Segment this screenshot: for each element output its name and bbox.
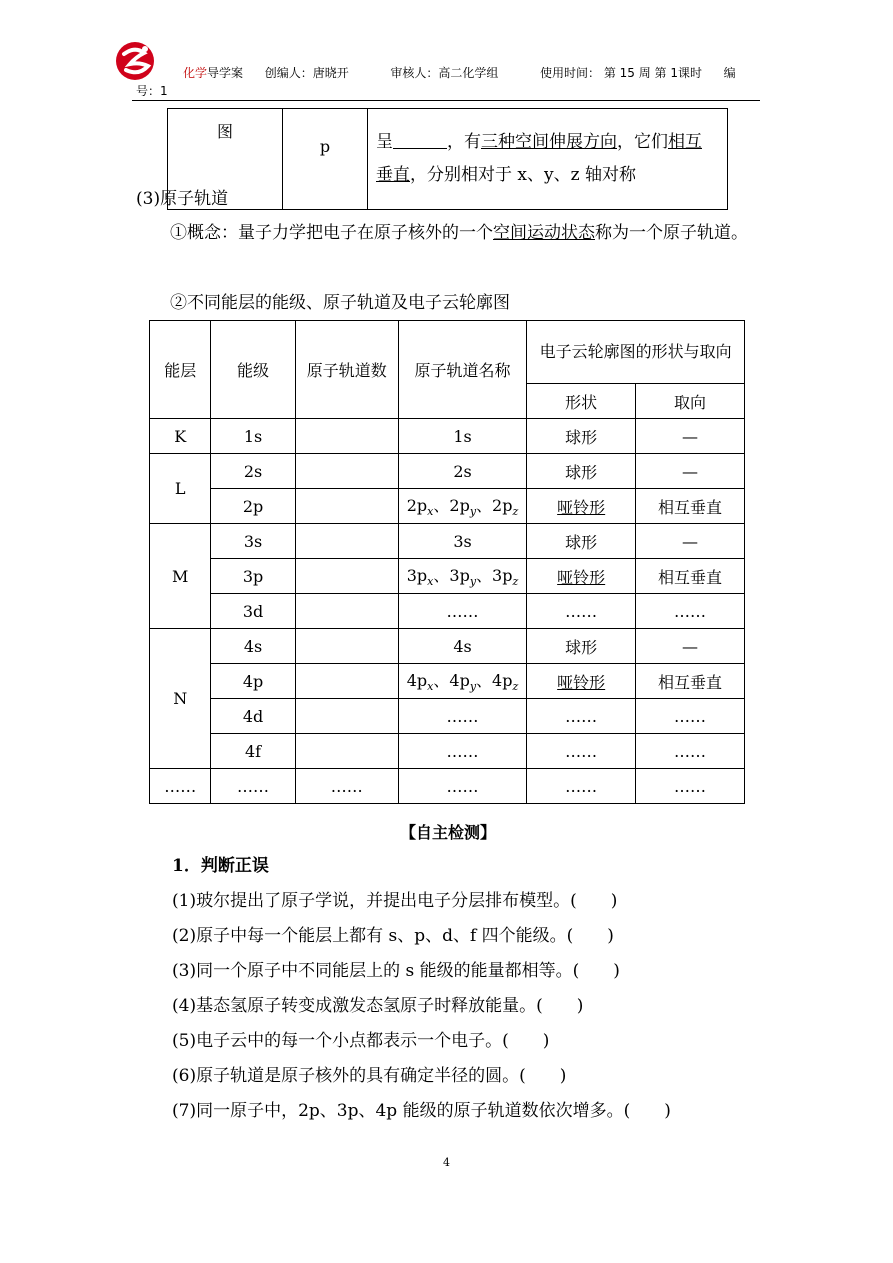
header-name: 原子轨道名称: [398, 321, 526, 419]
table-row: [150, 629, 745, 664]
count-cell: ……: [295, 769, 398, 804]
orient-cell: 相互垂直: [636, 664, 745, 699]
level-cell: 2p: [211, 489, 295, 524]
shape-cell: ……: [527, 699, 636, 734]
name-cell: $3p_x$、$3p_y$、$3p_z$: [398, 559, 526, 594]
name-cell: ……: [398, 769, 526, 804]
concept-text: ①概念：量子力学把电子在原子核外的一个: [170, 223, 493, 243]
table-row: [150, 594, 745, 629]
list-item: (3)同一个原子中不同能层上的 s 能级的能量都相等。( ): [172, 961, 620, 981]
header-doc-type: 导学案: [207, 66, 244, 80]
table-row: [150, 559, 745, 594]
orient-cell: 相互垂直: [636, 489, 745, 524]
level-cell: ……: [211, 769, 295, 804]
level-cell: 3d: [211, 594, 295, 629]
header-layer: 能层: [150, 321, 211, 419]
name-cell: 2s: [398, 454, 526, 489]
count-cell: [295, 559, 398, 594]
table-row: [150, 699, 745, 734]
count-cell: [295, 454, 398, 489]
header-shape: 形状: [527, 384, 636, 419]
table-row: [150, 524, 745, 559]
level-cell: 4d: [211, 699, 295, 734]
shape-cell: ……: [527, 734, 636, 769]
table-row: [150, 769, 745, 804]
shape-cell: 球形: [527, 524, 636, 559]
header-time: 使用时间： 第 15 周 第 1课时: [540, 66, 703, 80]
table-row: [150, 664, 745, 699]
name-cell: ……: [398, 699, 526, 734]
page-header: [183, 64, 758, 81]
name-cell: ……: [398, 594, 526, 629]
level-cell: 4f: [211, 734, 295, 769]
name-cell: $2p_x$、$2p_y$、$2p_z$: [398, 489, 526, 524]
header-number-label: 编: [723, 66, 736, 80]
header-level: 能级: [211, 321, 295, 419]
desc-mid2: ，它们: [617, 132, 668, 152]
top-table-cell: 图: [168, 109, 283, 210]
table-row: [150, 489, 745, 524]
level-cell: 3s: [211, 524, 295, 559]
layer-cell: K: [150, 419, 211, 454]
header-author: 创编人：唐晓开: [264, 66, 349, 80]
count-cell: [295, 629, 398, 664]
concept-paragraph: [136, 216, 760, 250]
list-item: (5)电子云中的每一个小点都表示一个电子。( ): [172, 1031, 550, 1051]
section-title: (3)原子轨道: [136, 189, 229, 209]
header-number: 号：1: [136, 84, 168, 98]
list-item: (6)原子轨道是原子核外的具有确定半径的圆。( ): [172, 1066, 567, 1086]
header-brand: 化学: [183, 66, 208, 80]
count-cell: [295, 489, 398, 524]
header-orient: 取向: [636, 384, 745, 419]
count-cell: [295, 419, 398, 454]
shape-cell: 哑铃形: [527, 489, 636, 524]
count-cell: [295, 734, 398, 769]
shape-cell: 球形: [527, 454, 636, 489]
level-cell: 2s: [211, 454, 295, 489]
table-header-row: [150, 321, 745, 384]
shape-cell: ……: [527, 769, 636, 804]
desc-tail: ，分别相对于 x、y、z 轴对称: [410, 165, 636, 185]
desc-underline: 三种空间伸展方向: [481, 132, 617, 152]
desc-underline: 垂直: [376, 165, 410, 185]
orient-cell: —: [636, 629, 745, 664]
list-item: (7)同一原子中，2p、3p、4p 能级的原子轨道数依次增多。( ): [172, 1101, 671, 1121]
header-count: 原子轨道数: [295, 321, 398, 419]
school-logo-icon: [112, 40, 158, 82]
orient-cell: ……: [636, 699, 745, 734]
concept-underline: 空间运动状态: [493, 223, 595, 243]
list-item: (2)原子中每一个能层上都有 s、p、d、f 四个能级。( ): [172, 926, 614, 946]
list-item: (4)基态氢原子转变成激发态氢原子时释放能量。( ): [172, 996, 584, 1016]
desc-prefix: 呈: [376, 132, 393, 152]
table-row: [150, 454, 745, 489]
shape-cell: ……: [527, 594, 636, 629]
desc-underline: 相互: [668, 132, 702, 152]
name-cell: 1s: [398, 419, 526, 454]
orbital-table: [149, 320, 745, 804]
header-cloud: 电子云轮廓图的形状与取向: [527, 321, 745, 384]
layer-cell: M: [150, 524, 211, 629]
orient-cell: —: [636, 419, 745, 454]
orient-cell: 相互垂直: [636, 559, 745, 594]
layer-cell: L: [150, 454, 211, 524]
name-cell: $4p_x$、$4p_y$、$4p_z$: [398, 664, 526, 699]
table-row: [150, 734, 745, 769]
orient-cell: ……: [636, 734, 745, 769]
shape-cell: 球形: [527, 629, 636, 664]
table-row: [150, 419, 745, 454]
layer-cell: N: [150, 629, 211, 769]
shape-cell: 哑铃形: [527, 664, 636, 699]
name-cell: 4s: [398, 629, 526, 664]
header-divider: [132, 100, 760, 101]
list-item: (1)玻尔提出了原子学说，并提出电子分层排布模型。( ): [172, 891, 618, 911]
name-cell: ……: [398, 734, 526, 769]
self-check-title: 【自主检测】: [399, 823, 496, 842]
level-cell: 4p: [211, 664, 295, 699]
question-title: 1．判断正误: [172, 856, 269, 876]
count-cell: [295, 524, 398, 559]
orient-cell: —: [636, 454, 745, 489]
count-cell: [295, 664, 398, 699]
level-cell: 3p: [211, 559, 295, 594]
top-table-cell: p: [283, 109, 368, 210]
header-reviewer: 审核人：高二化学组: [390, 66, 499, 80]
orient-cell: ……: [636, 769, 745, 804]
shape-cell: 球形: [527, 419, 636, 454]
level-cell: 4s: [211, 629, 295, 664]
count-cell: [295, 594, 398, 629]
subsection-title: ②不同能层的能级、原子轨道及电子云轮廓图: [170, 293, 510, 313]
name-cell: 3s: [398, 524, 526, 559]
shape-cell: 哑铃形: [527, 559, 636, 594]
desc-mid: ，有: [447, 132, 481, 152]
count-cell: [295, 699, 398, 734]
orient-cell: ……: [636, 594, 745, 629]
fill-blank: [393, 130, 447, 149]
page-number: 4: [443, 1156, 450, 1169]
concept-text: 称为一个原子轨道。: [595, 223, 748, 243]
orient-cell: —: [636, 524, 745, 559]
layer-cell: ……: [150, 769, 211, 804]
level-cell: 1s: [211, 419, 295, 454]
